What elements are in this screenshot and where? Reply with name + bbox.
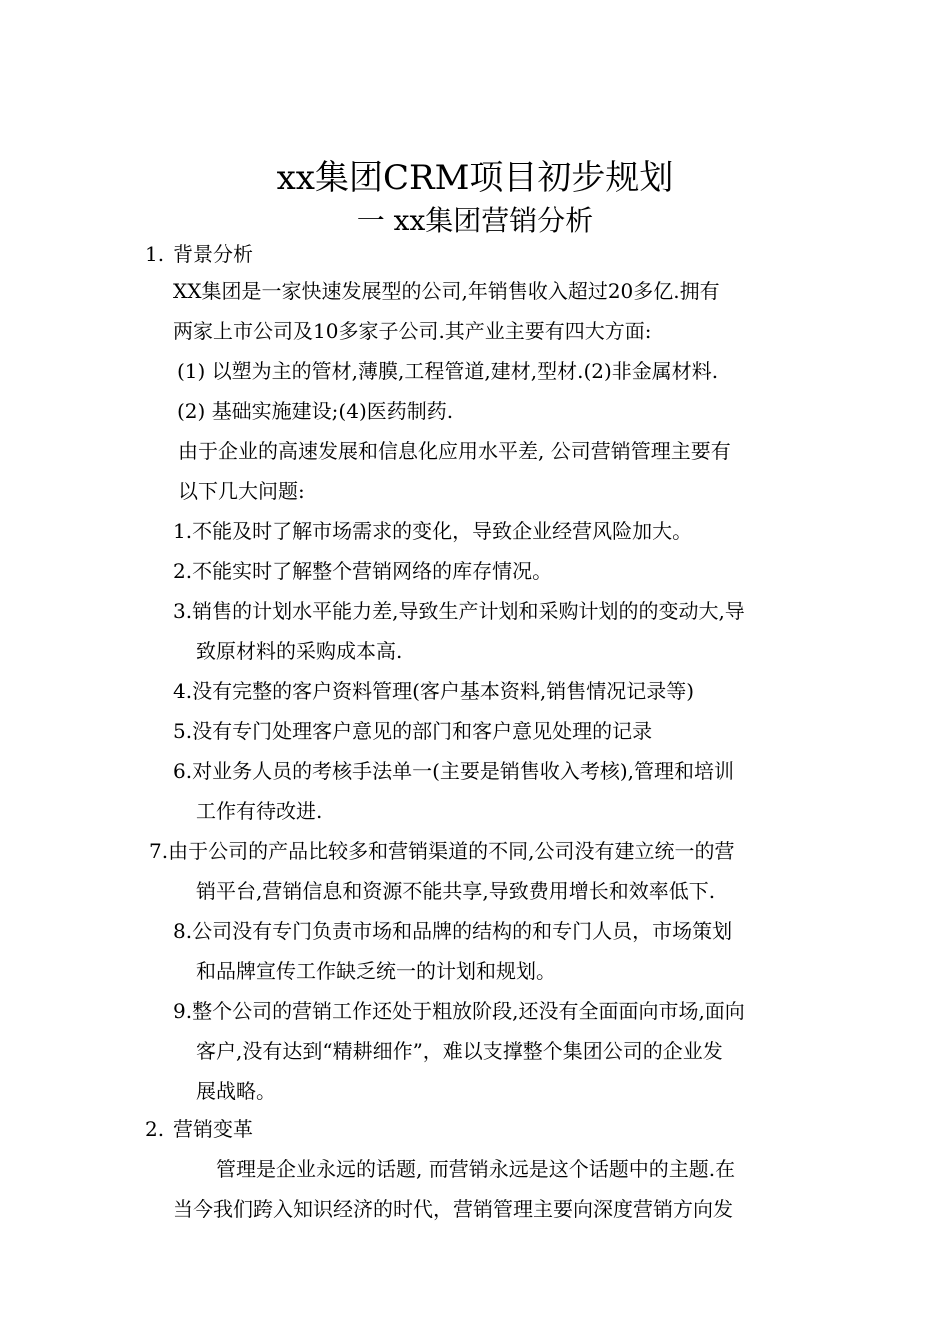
list-item: 5.没有专门处理客户意见的部门和客户意见处理的记录 — [173, 719, 653, 743]
paragraph-line: 当今我们跨入知识经济的时代，营销管理主要向深度营销方向发 — [173, 1197, 733, 1221]
list-item-continuation: 销平台,营销信息和资源不能共享,导致费用增长和效率低下. — [196, 879, 716, 903]
list-item: 7.由于公司的产品比较多和营销渠道的不同,公司没有建立统一的营 — [149, 839, 735, 863]
list-item: 1.不能及时了解市场需求的变化，导致企业经营风险加大。 — [173, 519, 693, 543]
list-item: 2.不能实时了解整个营销网络的库存情况。 — [173, 559, 553, 583]
list-item: 4.没有完整的客户资料管理(客户基本资料,销售情况记录等) — [173, 679, 695, 703]
paragraph-line: 由于企业的高速发展和信息化应用水平差, 公司营销管理主要有 — [178, 439, 731, 463]
section-title: 一 xx集团营销分析 — [356, 204, 594, 237]
list-item-continuation: 展战略。 — [196, 1079, 276, 1103]
list-item: 9.整个公司的营销工作还处于粗放阶段,还没有全面面向市场,面向 — [173, 999, 745, 1023]
paragraph-line: XX集团是一家快速发展型的公司,年销售收入超过20多亿.拥有 — [173, 279, 720, 303]
paragraph-line: 以下几大问题: — [178, 479, 305, 503]
list-item-continuation: 和品牌宣传工作缺乏统一的计划和规划。 — [196, 959, 556, 983]
paragraph-line: 两家上市公司及10多家子公司.其产业主要有四大方面: — [173, 319, 652, 343]
section-1-heading: 背景分析 — [173, 242, 253, 266]
section-2-heading: 营销变革 — [173, 1117, 253, 1141]
list-item: (1) 以塑为主的管材,薄膜,工程管道,建材,型材.(2)非金属材料. — [177, 359, 719, 383]
list-item-continuation: 客户,没有达到“精耕细作”，难以支撑整个集团公司的企业发 — [196, 1039, 723, 1063]
paragraph-line: 管理是企业永远的话题, 而营销永远是这个话题中的主题.在 — [216, 1157, 736, 1181]
document-title: xx集团CRM项目初步规划 — [276, 158, 674, 198]
section-2-number: 2. — [145, 1117, 165, 1141]
list-item-continuation: 工作有待改进. — [196, 799, 323, 823]
list-item: 8.公司没有专门负责市场和品牌的结构的和专门人员，市场策划 — [173, 919, 733, 943]
list-item: (2) 基础实施建设;(4)医药制药. — [177, 399, 454, 423]
list-item: 3.销售的计划水平能力差,导致生产计划和采购计划的的变动大,导 — [173, 599, 745, 623]
list-item: 6.对业务人员的考核手法单一(主要是销售收入考核),管理和培训 — [173, 759, 735, 783]
list-item-continuation: 致原材料的采购成本高. — [196, 639, 403, 663]
section-1-number: 1. — [145, 242, 165, 266]
